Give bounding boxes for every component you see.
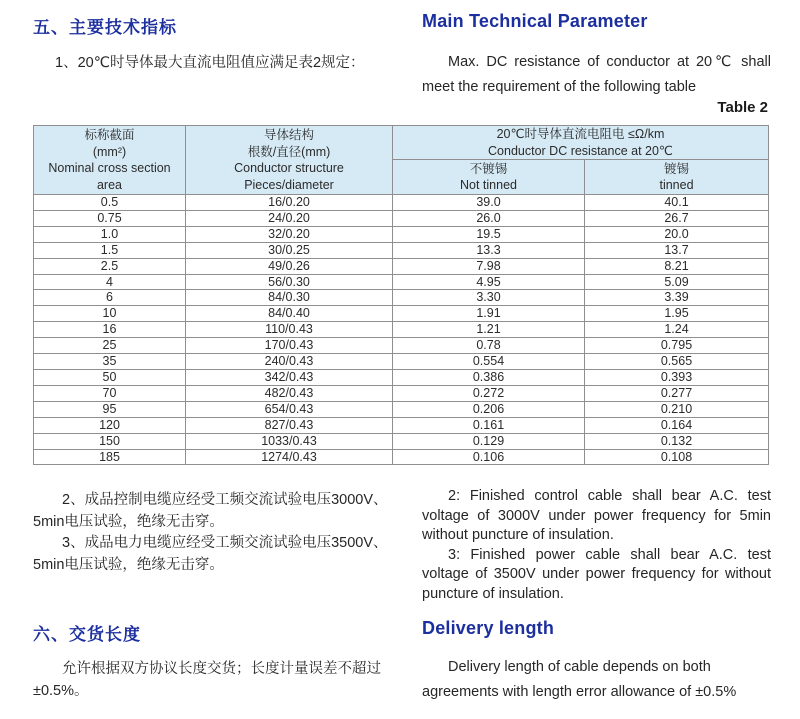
table-cell: 1.95 bbox=[585, 306, 769, 322]
table-cell: 1274/0.43 bbox=[186, 449, 393, 465]
table-cell: 6 bbox=[34, 290, 186, 306]
table-cell: 150 bbox=[34, 433, 186, 449]
header-not-tinned bbox=[393, 160, 585, 195]
table-cell: 1.24 bbox=[585, 322, 769, 338]
table-cell: 2.5 bbox=[34, 258, 186, 274]
header-line: 镀锡 bbox=[663, 161, 689, 176]
table-cell: 24/0.20 bbox=[186, 210, 393, 226]
table-cell: 1.0 bbox=[34, 226, 186, 242]
table-row bbox=[34, 401, 769, 417]
table-row bbox=[34, 274, 769, 290]
table-cell: 185 bbox=[34, 449, 186, 465]
header-dc-resistance bbox=[393, 126, 769, 160]
table-cell: 0.554 bbox=[393, 354, 585, 370]
header-line: 不镀锡 bbox=[469, 161, 508, 176]
table-row bbox=[34, 306, 769, 322]
header-line: Not tinned bbox=[460, 178, 517, 192]
table-row bbox=[34, 385, 769, 401]
dc-resistance-table bbox=[33, 125, 769, 465]
table-cell: 1.91 bbox=[393, 306, 585, 322]
paragraph-en-item3: 3: Finished power cable shall bear A.C. test voltage of 3500V under power frequency for without puncture of insulation. bbox=[422, 546, 771, 602]
table-cell: 50 bbox=[34, 369, 186, 385]
section-heading-zh-delivery: 六、交货长度 bbox=[33, 625, 141, 644]
table-cell: 70 bbox=[34, 385, 186, 401]
table-row bbox=[34, 369, 769, 385]
table-cell: 0.393 bbox=[585, 369, 769, 385]
table-cell: 0.795 bbox=[585, 338, 769, 354]
table-cell: 0.75 bbox=[34, 210, 186, 226]
table-cell: 8.21 bbox=[585, 258, 769, 274]
table-row bbox=[34, 417, 769, 433]
table-cell: 0.164 bbox=[585, 417, 769, 433]
table-cell: 827/0.43 bbox=[186, 417, 393, 433]
table-cell: 56/0.30 bbox=[186, 274, 393, 290]
table-row bbox=[34, 195, 769, 211]
table-cell: 4 bbox=[34, 274, 186, 290]
table-cell: 13.3 bbox=[393, 242, 585, 258]
table-cell: 16/0.20 bbox=[186, 195, 393, 211]
table-header bbox=[34, 126, 769, 195]
table-cell: 0.277 bbox=[585, 385, 769, 401]
table-row bbox=[34, 354, 769, 370]
table-cell: 4.95 bbox=[393, 274, 585, 290]
table-cell: 0.206 bbox=[393, 401, 585, 417]
table-row bbox=[34, 210, 769, 226]
table-cell: 25 bbox=[34, 338, 186, 354]
table-cell: 110/0.43 bbox=[186, 322, 393, 338]
table-cell: 0.210 bbox=[585, 401, 769, 417]
table-cell: 16 bbox=[34, 322, 186, 338]
header-line: 根数/直径(mm) bbox=[247, 144, 331, 159]
table-body bbox=[34, 195, 769, 465]
header-tinned bbox=[585, 160, 769, 195]
paragraph-zh-item3: 3、成品电力电缆应经受工频交流试验电压3500V、5min电压试验，绝缘无击穿。 bbox=[33, 535, 388, 573]
paragraph-en-intro: Max. DC resistance of conductor at 20℃ shall meet the requirement of the following table bbox=[422, 54, 771, 95]
table-cell: 342/0.43 bbox=[186, 369, 393, 385]
table-cell: 49/0.26 bbox=[186, 258, 393, 274]
header-conductor-structure bbox=[186, 126, 393, 195]
table-cell: 39.0 bbox=[393, 195, 585, 211]
table-row bbox=[34, 242, 769, 258]
table-row bbox=[34, 226, 769, 242]
table-cell: 26.0 bbox=[393, 210, 585, 226]
header-line: Pieces/diameter bbox=[244, 177, 334, 192]
header-line: area bbox=[96, 177, 123, 192]
table-cell: 35 bbox=[34, 354, 186, 370]
table-cell: 1033/0.43 bbox=[186, 433, 393, 449]
table-cell: 84/0.30 bbox=[186, 290, 393, 306]
table-cell: 13.7 bbox=[585, 242, 769, 258]
table-cell: 0.108 bbox=[585, 449, 769, 465]
paragraph-zh-delivery: 允许根据双方协议长度交货；长度计量误差不超过±0.5%。 bbox=[33, 661, 381, 699]
table-cell: 19.5 bbox=[393, 226, 585, 242]
header-line: Nominal cross section bbox=[48, 161, 171, 175]
table-row bbox=[34, 290, 769, 306]
table-cell: 7.98 bbox=[393, 258, 585, 274]
table-cell: 26.7 bbox=[585, 210, 769, 226]
table-cell: 0.565 bbox=[585, 354, 769, 370]
table-cell: 3.30 bbox=[393, 290, 585, 306]
table-cell: 1.5 bbox=[34, 242, 186, 258]
table-cell: 0.106 bbox=[393, 449, 585, 465]
section-heading-zh-main-technical: 五、主要技术指标 bbox=[33, 18, 177, 37]
header-nominal-cross-section bbox=[34, 126, 186, 195]
table-cell: 0.78 bbox=[393, 338, 585, 354]
table-row bbox=[34, 338, 769, 354]
header-line: 20℃时导体直流电阻电 ≤Ω/km bbox=[496, 127, 665, 141]
header-line: Conductor structure bbox=[234, 161, 344, 175]
paragraph-zh-item2: 2、成品控制电缆应经受工频交流试验电压3000V、5min电压试验，绝缘无击穿。 bbox=[33, 492, 388, 530]
table-cell: 654/0.43 bbox=[186, 401, 393, 417]
table-cell: 30/0.25 bbox=[186, 242, 393, 258]
table-cell: 10 bbox=[34, 306, 186, 322]
paragraph-block-en-items bbox=[422, 487, 771, 604]
table-row bbox=[34, 449, 769, 465]
table-cell: 5.09 bbox=[585, 274, 769, 290]
table-cell: 1.21 bbox=[393, 322, 585, 338]
table-cell: 3.39 bbox=[585, 290, 769, 306]
table-cell: 0.129 bbox=[393, 433, 585, 449]
paragraph-en-item2: 2: Finished control cable shall bear A.C. test voltage of 3000V under power frequency for 5min without puncture of insulation. bbox=[422, 488, 771, 543]
table-cell: 240/0.43 bbox=[186, 354, 393, 370]
header-line: Conductor DC resistance at 20℃ bbox=[488, 143, 673, 158]
table-cell: 120 bbox=[34, 417, 186, 433]
header-line: (mm²) bbox=[92, 144, 127, 159]
paragraph-zh-intro: 1、20℃时导体最大直流电阻值应满足表2规定： bbox=[55, 55, 365, 71]
table-row bbox=[34, 258, 769, 274]
table-cell: 0.5 bbox=[34, 195, 186, 211]
table-cell: 40.1 bbox=[585, 195, 769, 211]
table-cell: 482/0.43 bbox=[186, 385, 393, 401]
table-cell: 0.132 bbox=[585, 433, 769, 449]
table-cell: 0.272 bbox=[393, 385, 585, 401]
table-row bbox=[34, 322, 769, 338]
table-cell: 170/0.43 bbox=[186, 338, 393, 354]
table-cell: 84/0.40 bbox=[186, 306, 393, 322]
table-cell: 95 bbox=[34, 401, 186, 417]
section-heading-en-main-technical: Main Technical Parameter bbox=[422, 11, 648, 31]
table-row bbox=[34, 433, 769, 449]
table-cell: 32/0.20 bbox=[186, 226, 393, 242]
header-line: tinned bbox=[659, 178, 694, 192]
paragraph-en-delivery: Delivery length of cable depends on both agreements with length error allowance of ±0.5% bbox=[422, 659, 737, 700]
header-line: 标称截面 bbox=[84, 128, 135, 142]
table-cell: 0.386 bbox=[393, 369, 585, 385]
table-cell: 0.161 bbox=[393, 417, 585, 433]
section-heading-en-delivery: Delivery length bbox=[422, 618, 555, 638]
table-cell: 20.0 bbox=[585, 226, 769, 242]
header-line: 导体结构 bbox=[263, 128, 314, 142]
paragraph-block-zh-items bbox=[33, 490, 399, 576]
table-caption: Table 2 bbox=[717, 99, 768, 116]
